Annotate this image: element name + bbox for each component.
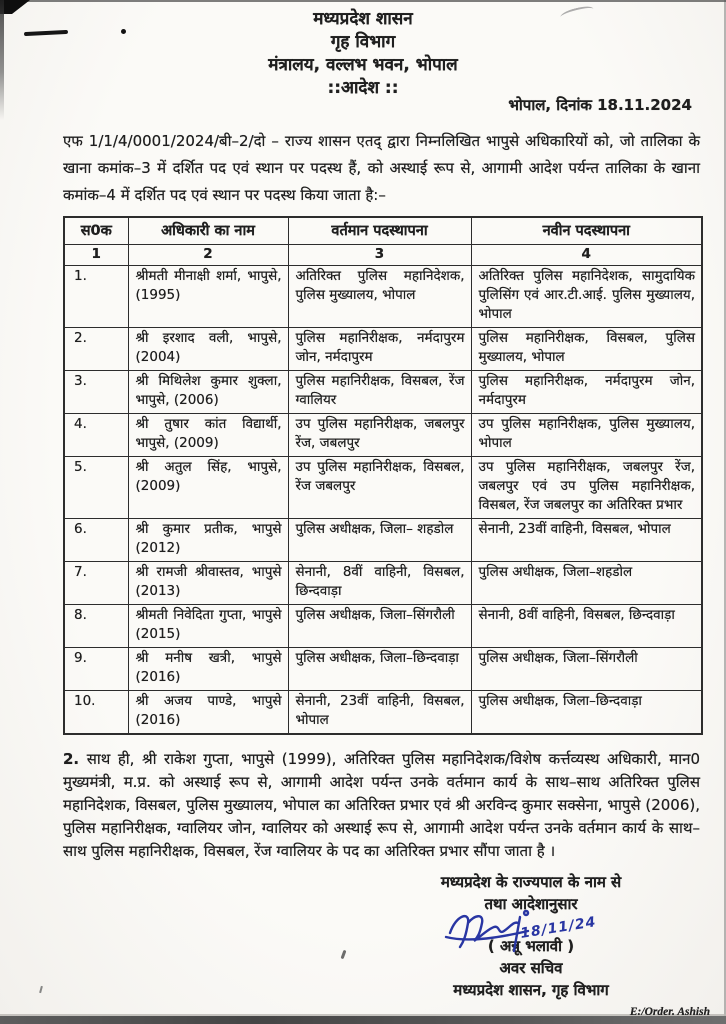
cell-current-posting: पुलिस अधीक्षक, जिला–सिंगरौली (288, 605, 471, 648)
cell-serial: 3. (64, 371, 128, 414)
cell-officer-name: श्री इरशाद वली, भापुसे, (2004) (128, 328, 288, 371)
cell-serial: 9. (64, 648, 128, 691)
office-address: मंत्रालय, वल्लभ भवन, भोपाल (268, 55, 458, 75)
header-new-posting: नवीन पदस्थापना (471, 217, 702, 245)
cell-officer-name: श्री अजय पाण्डे, भापुसे (2016) (128, 691, 288, 735)
cell-serial: 7. (64, 562, 128, 605)
cell-officer-name: श्री मनीष खत्री, भापुसे (2016) (128, 648, 288, 691)
table-row (64, 691, 702, 735)
in-name-of-governor: मध्यप्रदेश के राज्यपाल के नाम से (440, 873, 622, 891)
cell-current-posting: सेनानी, 8वीं वाहिनी, विसबल, छिन्दवाड़ा (288, 562, 471, 605)
table-row (64, 648, 702, 691)
officers-table-body (64, 266, 702, 735)
cell-serial: 10. (64, 691, 128, 735)
cell-current-posting: सेनानी, 23वीं वाहिनी, विसबल, भोपाल (288, 691, 471, 735)
header-serial: स0क (64, 217, 128, 245)
table-row (64, 371, 702, 414)
cell-new-posting: पुलिस अधीक्षक, जिला–छिन्दवाड़ा (471, 691, 702, 735)
cell-serial: 1. (64, 266, 128, 328)
order-intro-paragraph: एफ 1/1/4/0001/2024/बी–2/दो – राज्य शासन एतद् द्वारा निम्नलिखित भापुसे अधिकारियों को, जो तालिका के खाना कमांक–3 में दर्शित पद एवं स्थान पर पदस्थ हैं, को अस्थाई रूप से, आगामी आदेश पर्यन्त तालिका के खाना कमांक–4 में दर्शित पद एवं स्थान पर पदस्थ किया जाता है:– (63, 132, 700, 204)
letterhead (0, 0, 726, 100)
as-per-order: तथा आदेशानुसार (484, 895, 578, 913)
cell-new-posting: अतिरिक्त पुलिस महानिदेशक, सामुदायिक पुलिसिंग एवं आर.टी.आई. पुलिस मुख्यालय, भोपाल (471, 266, 702, 328)
cell-new-posting: पुलिस महानिरीक्षक, विसबल, पुलिस मुख्यालय, भोपाल (471, 328, 702, 371)
signature-block (348, 871, 714, 1023)
signatory-name: ( अन्नू भलावी ) (487, 937, 575, 955)
table-row (64, 562, 702, 605)
paragraph-number: 2. (63, 750, 80, 768)
cell-new-posting: सेनानी, 8वीं वाहिनी, विसबल, छिन्दवाड़ा (471, 605, 702, 648)
column-number: 3 (288, 245, 471, 266)
table-row (64, 328, 702, 371)
cell-new-posting: पुलिस अधीक्षक, जिला–सिंगरौली (471, 648, 702, 691)
cell-current-posting: उप पुलिस महानिरीक्षक, जबलपुर रेंज, जबलपुर (288, 414, 471, 457)
cell-current-posting: उप पुलिस महानिरीक्षक, विसबल, रेंज जबलपुर (288, 457, 471, 519)
column-number: 4 (471, 245, 702, 266)
table-row (64, 519, 702, 562)
cell-new-posting: उप पुलिस महानिरीक्षक, पुलिस मुख्यालय, भोपाल (471, 414, 702, 457)
signature-area (348, 914, 714, 942)
signatory-department: मध्यप्रदेश शासन, गृह विभाग (453, 981, 609, 999)
department-name: गृह विभाग (330, 32, 396, 52)
table-row (64, 457, 702, 519)
officers-transfer-table (63, 216, 703, 735)
cell-officer-name: श्रीमती निवेदिता गुप्ता, भापुसे (2015) (128, 605, 288, 648)
order-title: ::आदेश :: (327, 78, 399, 98)
cell-officer-name: श्री कुमार प्रतीक, भापुसे (2012) (128, 519, 288, 562)
speck-mark (341, 950, 347, 959)
cell-new-posting: सेनानी, 23वीं वाहिनी, विसबल, भोपाल (471, 519, 702, 562)
table-row (64, 266, 702, 328)
cell-serial: 2. (64, 328, 128, 371)
cell-officer-name: श्री मिथिलेश कुमार शुक्ला, भापुसे, (2006) (128, 371, 288, 414)
cell-serial: 4. (64, 414, 128, 457)
scan-edge-left (0, 0, 4, 120)
order-paragraph-2 (63, 748, 700, 863)
cell-officer-name: श्री अतुल सिंह, भापुसे, (2009) (128, 457, 288, 519)
cell-current-posting: पुलिस अधीक्षक, जिला– शहडोल (288, 519, 471, 562)
cell-officer-name: श्री रामजी श्रीवास्तव, भापुसे (2013) (128, 562, 288, 605)
government-name: मध्यप्रदेश शासन (313, 9, 413, 29)
table-header-row (64, 217, 702, 245)
speck-mark-2 (39, 986, 43, 993)
header-officer-name: अधिकारी का नाम (128, 217, 288, 245)
table-row (64, 414, 702, 457)
cell-serial: 5. (64, 457, 128, 519)
signatory-designation: अवर सचिव (499, 959, 563, 977)
column-number-row (64, 245, 702, 266)
column-number: 1 (64, 245, 128, 266)
cell-new-posting: पुलिस अधीक्षक, जिला–शहडोल (471, 562, 702, 605)
paragraph-text: साथ ही, श्री राकेश गुप्ता, भापुसे (1999), अतिरिक्त पुलिस महानिदेशक/विशेष कर्त्तव्यस्थ अधिकारी, मान0 मुख्यमंत्री, म.प्र. को अस्थाई रूप से, आगामी आदेश पर्यन्त उनके वर्तमान कार्य के साथ–साथ अतिरिक्त पुलिस महानिदेशक, विसबल, पुलिस मुख्यालय, भोपाल का अतिरिक्त प्रभार एवं श्री अरविन्द कुमार सक्सेना, भापुसे (2006), पुलिस महानिरीक्षक, ग्वालियर जोन, ग्वालियर को अस्थाई रूप से, आगामी आदेश पर्यन्त उनके वर्तमान कार्य के साथ–साथ पुलिस महानिरीक्षक, विसबल, रेंज ग्वालियर के पद का अतिरिक्त प्रभार सौंपा जाता है । (63, 750, 700, 860)
cell-serial: 6. (64, 519, 128, 562)
header-current-posting: वर्तमान पदस्थापना (288, 217, 471, 245)
cell-serial: 8. (64, 605, 128, 648)
cell-current-posting: पुलिस महानिरीक्षक, नर्मदापुरम जोन, नर्मदापुरम (288, 328, 471, 371)
cell-officer-name: श्रीमती मीनाक्षी शर्मा, भापुसे, (1995) (128, 266, 288, 328)
handwritten-date: 18/11/24 (519, 914, 598, 942)
column-number: 2 (128, 245, 288, 266)
cell-current-posting: पुलिस महानिरीक्षक, विसबल, रेंज ग्वालियर (288, 371, 471, 414)
table-row (64, 605, 702, 648)
pen-dot-mark (121, 29, 126, 34)
cell-current-posting: पुलिस अधीक्षक, जिला–छिन्दवाड़ा (288, 648, 471, 691)
cell-new-posting: पुलिस महानिरीक्षक, नर्मदापुरम जोन, नर्मदापुरम (471, 371, 702, 414)
scan-edge-top (0, 0, 726, 2)
file-note: E:/Order. Ashish (629, 1006, 710, 1018)
cell-new-posting: उप पुलिस महानिरीक्षक, जबलपुर रेंज, जबलपुर एवं उप पुलिस महानिरीक्षक, विसबल, रेंज जबलपुर का अतिरिक्त प्रभार (471, 457, 702, 519)
cell-current-posting: अतिरिक्त पुलिस महानिदेशक, पुलिस मुख्यालय, भोपाल (288, 266, 471, 328)
place-and-date: भोपाल, दिनांक 18.11.2024 (508, 96, 692, 114)
cell-officer-name: श्री तुषार कांत विद्यार्थी, भापुसे, (2009) (128, 414, 288, 457)
